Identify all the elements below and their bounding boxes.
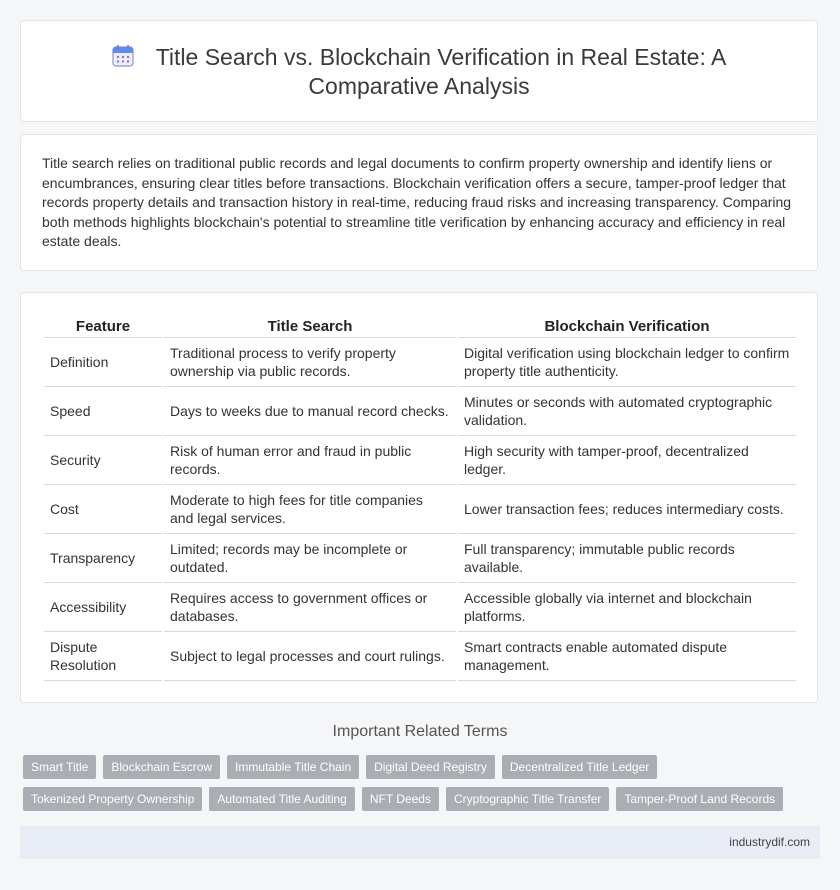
blockchain-cell: Digital verification using blockchain ledger to confirm property title authenticity. (458, 338, 796, 387)
tag-row (23, 787, 813, 811)
page-title: Title Search vs. Blockchain Verification in Real Estate: A Comparative Analysis (155, 44, 727, 99)
related-term-tag[interactable]: Blockchain Escrow (103, 755, 220, 779)
title-search-cell: Requires access to government offices or databases. (164, 583, 456, 632)
related-term-tag[interactable]: Immutable Title Chain (227, 755, 359, 779)
header-blockchain: Blockchain Verification (458, 315, 796, 338)
related-term-tag[interactable]: Tokenized Property Ownership (23, 787, 202, 811)
feature-cell: Security (44, 436, 162, 485)
blockchain-cell: Lower transaction fees; reduces intermediary costs. (458, 485, 796, 534)
feature-cell: Definition (44, 338, 162, 387)
title-search-cell: Moderate to high fees for title companies and legal services. (164, 485, 456, 534)
related-terms-heading: Important Related Terms (332, 723, 508, 740)
header-title-search: Title Search (164, 315, 456, 338)
table-row (44, 485, 796, 534)
table-row (44, 632, 796, 681)
blockchain-cell: Accessible globally via internet and blockchain platforms. (458, 583, 796, 632)
table-row (44, 583, 796, 632)
related-term-tag[interactable]: Tamper-Proof Land Records (616, 787, 783, 811)
title-search-cell: Days to weeks due to manual record checks. (164, 387, 456, 436)
page-title-wrap (21, 43, 817, 101)
related-term-tag[interactable]: Automated Title Auditing (209, 787, 354, 811)
comparison-table (42, 315, 798, 681)
related-term-tag[interactable]: Decentralized Title Ledger (502, 755, 657, 779)
feature-cell: Accessibility (44, 583, 162, 632)
feature-cell: Dispute Resolution (44, 632, 162, 681)
title-search-cell: Risk of human error and fraud in public records. (164, 436, 456, 485)
tag-row (23, 755, 813, 779)
table-row (44, 387, 796, 436)
feature-cell: Cost (44, 485, 162, 534)
blockchain-cell: High security with tamper-proof, decentralized ledger. (458, 436, 796, 485)
related-terms-tags (23, 755, 813, 819)
title-search-cell: Subject to legal processes and court rulings. (164, 632, 456, 681)
blockchain-cell: Smart contracts enable automated dispute management. (458, 632, 796, 681)
header-feature: Feature (44, 315, 162, 338)
feature-cell: Speed (44, 387, 162, 436)
related-term-tag[interactable]: Cryptographic Title Transfer (446, 787, 609, 811)
related-term-tag[interactable]: Smart Title (23, 755, 96, 779)
table-header-row (44, 315, 796, 338)
footer-bar (20, 826, 820, 859)
blockchain-cell: Minutes or seconds with automated cryptographic validation. (458, 387, 796, 436)
title-search-cell: Traditional process to verify property ownership via public records. (164, 338, 456, 387)
feature-cell: Transparency (44, 534, 162, 583)
table-row (44, 534, 796, 583)
table-row (44, 338, 796, 387)
intro-card (20, 134, 818, 271)
footer-site-link[interactable]: industrydif.com (729, 835, 810, 849)
intro-paragraph: Title search relies on traditional public records and legal documents to confirm property ownership and identify liens or encumbrances, ensuring clear titles before transactions. Blockchain verification offers a secure, tamper-proof ledger that records property details and transaction history in real-time, reducing fraud risks and increasing transparency. Comparing both methods highlights blockchain's potential to streamline title verification by enhancing accuracy and efficiency in real estate deals. (42, 155, 792, 249)
title-search-cell: Limited; records may be incomplete or outdated. (164, 534, 456, 583)
calendar-icon (112, 45, 134, 67)
blockchain-cell: Full transparency; immutable public records available. (458, 534, 796, 583)
related-term-tag[interactable]: NFT Deeds (362, 787, 439, 811)
comparison-card (20, 292, 818, 703)
table-row (44, 436, 796, 485)
related-term-tag[interactable]: Digital Deed Registry (366, 755, 495, 779)
title-card (20, 20, 818, 122)
